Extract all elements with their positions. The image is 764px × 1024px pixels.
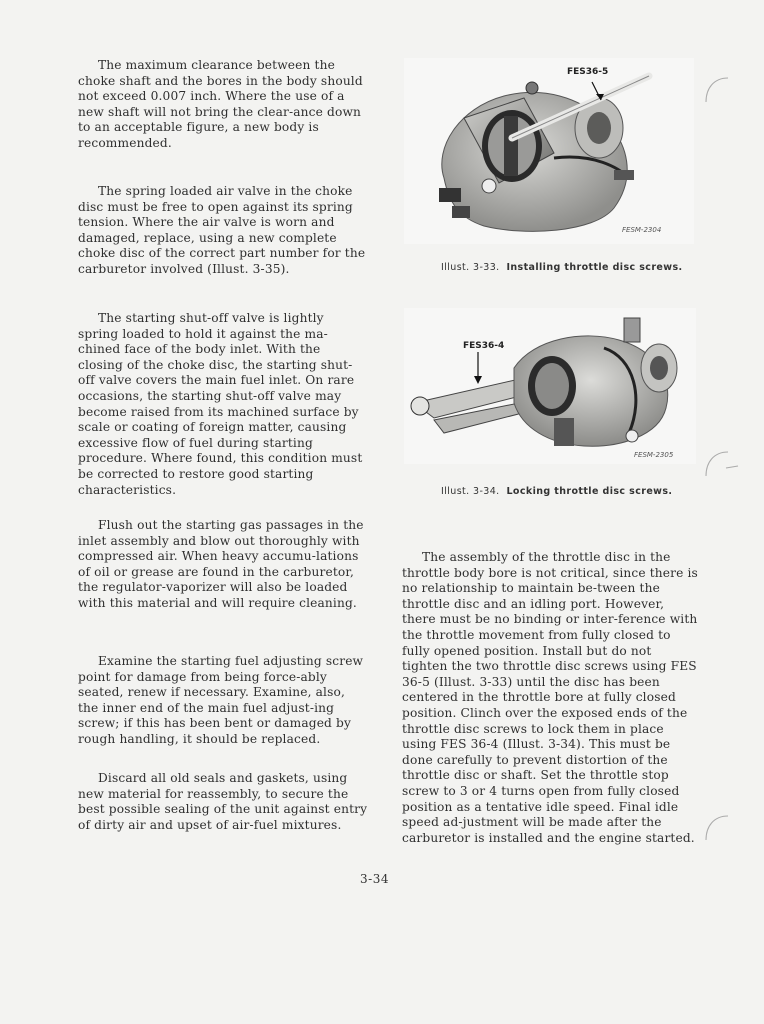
paragraph-choke-shaft-clearance: The maximum clearance between the choke shaft and the bores in the body should not exceed 0.007 inch. Where the use of a new shaft will not bring the clear-ance down to an acceptable figure, a new body is recommended. (78, 58, 363, 150)
illustration-3-34-photo (404, 308, 696, 464)
paragraph-choke-air-valve: The spring loaded air valve in the choke disc must be free to open against its spring tension. Where the air valve is worn and damaged, replace, using a new complete choke disc of the correct part number for the carburetor involved (Illust. 3-35). (78, 184, 366, 276)
paragraph-starting-shutoff-valve: The starting shut-off valve is lightly spring loaded to hold it against the ma-chined face of the body inlet. With the closing of the choke disc, the starting shut-off valve covers the main fuel inlet. On rare occasions, the starting shut-off valve may become raised from its machined surface by scale or coating of foreign matter, causing excessive flow of fuel during starting procedure. Where found, this condition must be corrected to restore good starting characteristics. (78, 311, 363, 497)
tool-label-fes36-5: FES36-5 (567, 67, 609, 77)
carburetor-with-locking-pliers-drawing (404, 308, 696, 464)
caption-text: Installing throttle disc screws. (506, 262, 683, 273)
carburetor-with-screwdriver-drawing (404, 58, 694, 244)
figure-reference-code: FESM-2304 (622, 226, 662, 234)
illustration-3-33-photo (404, 58, 694, 244)
figure-reference-code: FESM-2305 (634, 451, 674, 459)
tool-label-fes36-4: FES36-4 (463, 341, 505, 351)
paragraph-throttle-disc-assembly: The assembly of the throttle disc in the throttle body bore is not critical, since there is no relationship to maintain be-tween the throttle disc and an idling port. However, there must be no binding or inter-ference with the throttle movement from fully closed to fully opened position. Install but do not tighten the two throttle disc screws using FES 36-5 (Illust. 3-33) until the disc has been centered in the throttle bore at fully closed position. Clinch over the exposed ends of the throttle disc screws to lock them in place using FES 36-4 (Illust. 3-34). This must be done carefully to prevent distortion of the throttle disc or shaft. Set the throttle stop screw to 3 or 4 turns open from fully closed position as a tentative idle speed. Final idle speed ad-justment will be made after the carburetor is installed and the engine started. (402, 550, 698, 845)
paragraph-discard-seals: Discard all old seals and gaskets, using new material for reassembly, to secure the best possible sealing of the unit against entry of dirty air and upset of air-fuel mixtures. (78, 771, 368, 832)
caption-text: Locking throttle disc screws. (506, 486, 673, 497)
binder-hole-mark (700, 448, 740, 478)
paragraph-flush-starting-gas: Flush out the starting gas passages in the inlet assembly and blow out thoroughly with compressed air. When heavy accumu-lations of oil or grease are found in the carburetor, the regulator-vaporizer will also be loaded with this material and will require cleaning. (78, 518, 364, 610)
paragraph-examine-adjusting-screw: Examine the starting fuel adjusting screw point for damage from being force-ably seated, renew if necessary. Examine, also, the inner end of the main fuel adjust-ing screw; if this has been bent or damaged by rough handling, it should be replaced. (78, 654, 364, 746)
binder-hole-mark (700, 812, 730, 842)
caption-number: Illust. 3-34. (441, 486, 500, 497)
binder-hole-mark (700, 74, 730, 104)
illustration-3-34-caption (441, 486, 672, 497)
page-number: 3-34 (360, 872, 389, 886)
caption-number: Illust. 3-33. (441, 262, 500, 273)
illustration-3-33-caption (441, 262, 683, 273)
